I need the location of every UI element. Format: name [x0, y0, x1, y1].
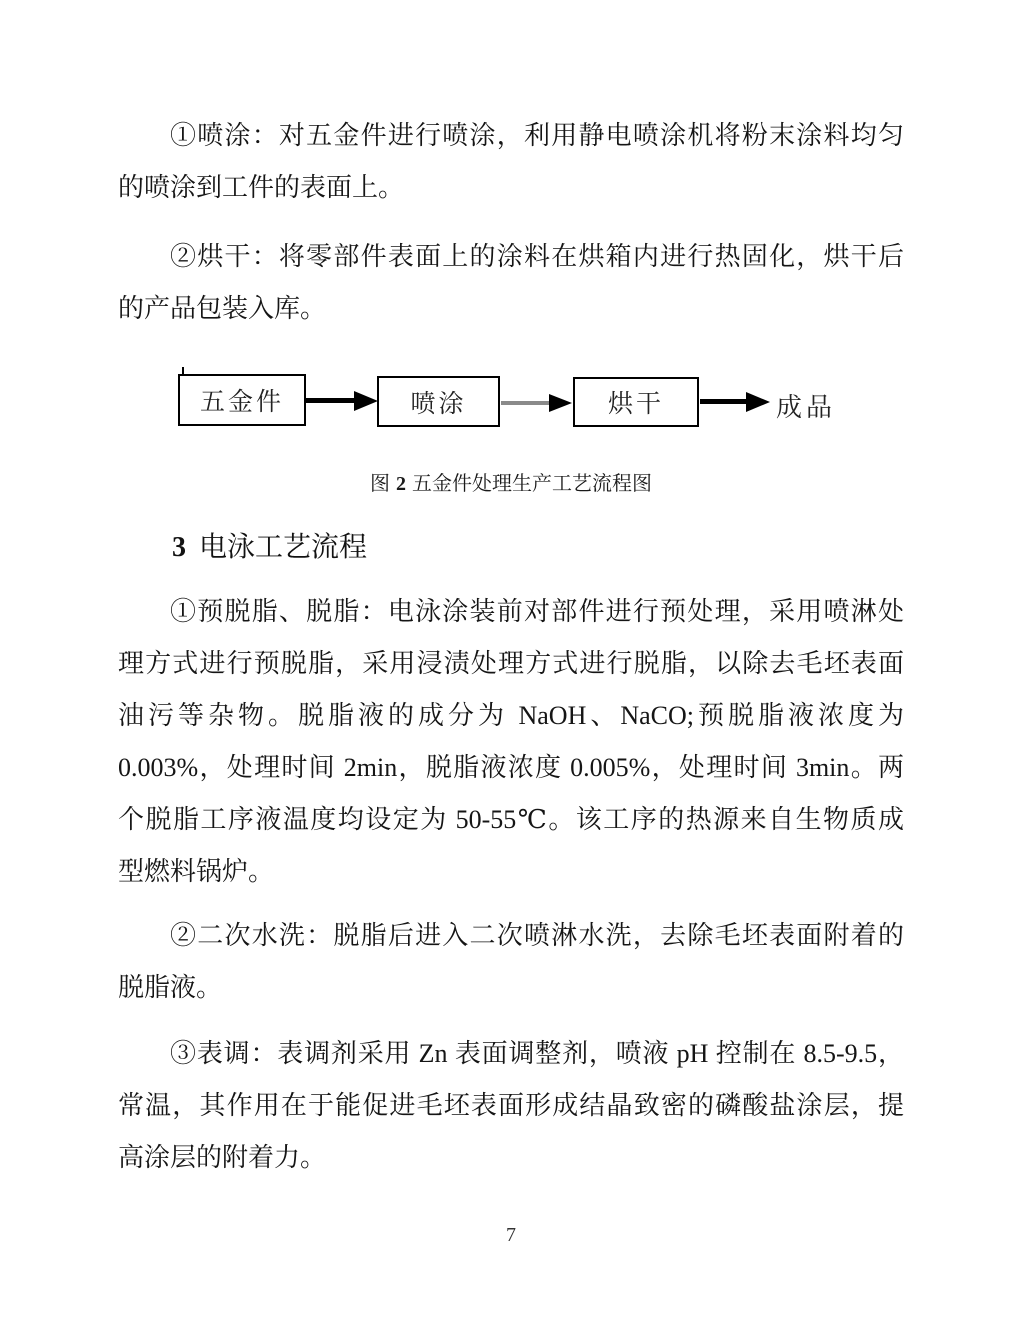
text-line: ③表调：表调剂采用 Zn 表面调整剂，喷液 pH 控制在 8.5-9.5，	[170, 1039, 904, 1068]
caption-text: 五金件处理生产工艺流程图	[412, 473, 652, 495]
paragraph-degrease	[118, 586, 904, 898]
text-line: 的产品包装入库。	[118, 294, 327, 323]
flow-box-hardware	[178, 374, 306, 426]
heading-number: 3	[172, 532, 186, 563]
flow-box-label: 五金件	[199, 389, 284, 416]
flow-box-spray	[377, 376, 500, 427]
paragraph-spray	[118, 110, 904, 214]
flow-arrow-icon	[306, 398, 356, 403]
heading-title: 电泳工艺流程	[199, 532, 368, 563]
text-line: ②烘干：将零部件表面上的涂料在烘箱内进行热固化，烘干后	[170, 242, 904, 271]
text-line: 型燃料锅炉。	[118, 857, 275, 886]
caption-number: 2	[396, 473, 406, 495]
text-line: 个脱脂工序液温度均设定为 50-55℃。该工序的热源来自生物质成	[118, 805, 904, 834]
figure-caption	[118, 470, 904, 498]
text-line: 脱脂液。	[118, 973, 223, 1002]
text-line: 的喷涂到工件的表面上。	[118, 173, 405, 202]
text-line: 0.003%，处理时间 2min，脱脂液浓度 0.005%，处理时间 3min。两	[118, 753, 904, 782]
page-number: 7	[506, 1224, 516, 1246]
text-line: 油污等杂物。脱脂液的成分为 NaOH、NaCO;预脱脂液浓度为	[118, 701, 904, 730]
flow-arrowhead-icon	[746, 392, 770, 412]
flow-box-bake	[573, 377, 699, 427]
flow-box-label: 喷涂	[410, 390, 467, 418]
flow-arrowhead-icon	[549, 394, 572, 412]
flow-box-label: 烘干	[607, 391, 664, 418]
flow-arrowhead-icon	[354, 391, 378, 411]
paragraph-surface-conditioning	[118, 1028, 904, 1184]
paragraph-dry	[118, 231, 904, 335]
flow-arrow-icon	[700, 399, 748, 404]
flow-arrow-icon	[501, 401, 551, 405]
text-line: 常温，其作用在于能促进毛坯表面形成结晶致密的磷酸盐涂层，提	[118, 1091, 904, 1120]
text-line: 高涂层的附着力。	[118, 1143, 327, 1172]
text-line: ②二次水洗：脱脂后进入二次喷淋水洗，去除毛坯表面附着的	[170, 921, 904, 950]
section-heading	[172, 526, 367, 570]
caption-prefix: 图	[370, 473, 390, 495]
text-line: 理方式进行预脱脂，采用浸渍处理方式进行脱脂，以除去毛坯表面	[118, 649, 904, 678]
flow-result-label: 成品	[776, 393, 837, 422]
text-line: ①喷涂：对五金件进行喷涂，利用静电喷涂机将粉末涂料均匀	[170, 121, 904, 150]
paragraph-rinse	[118, 910, 904, 1014]
text-line: ①预脱脂、脱脂：电泳涂装前对部件进行预处理，采用喷淋处	[170, 597, 904, 626]
